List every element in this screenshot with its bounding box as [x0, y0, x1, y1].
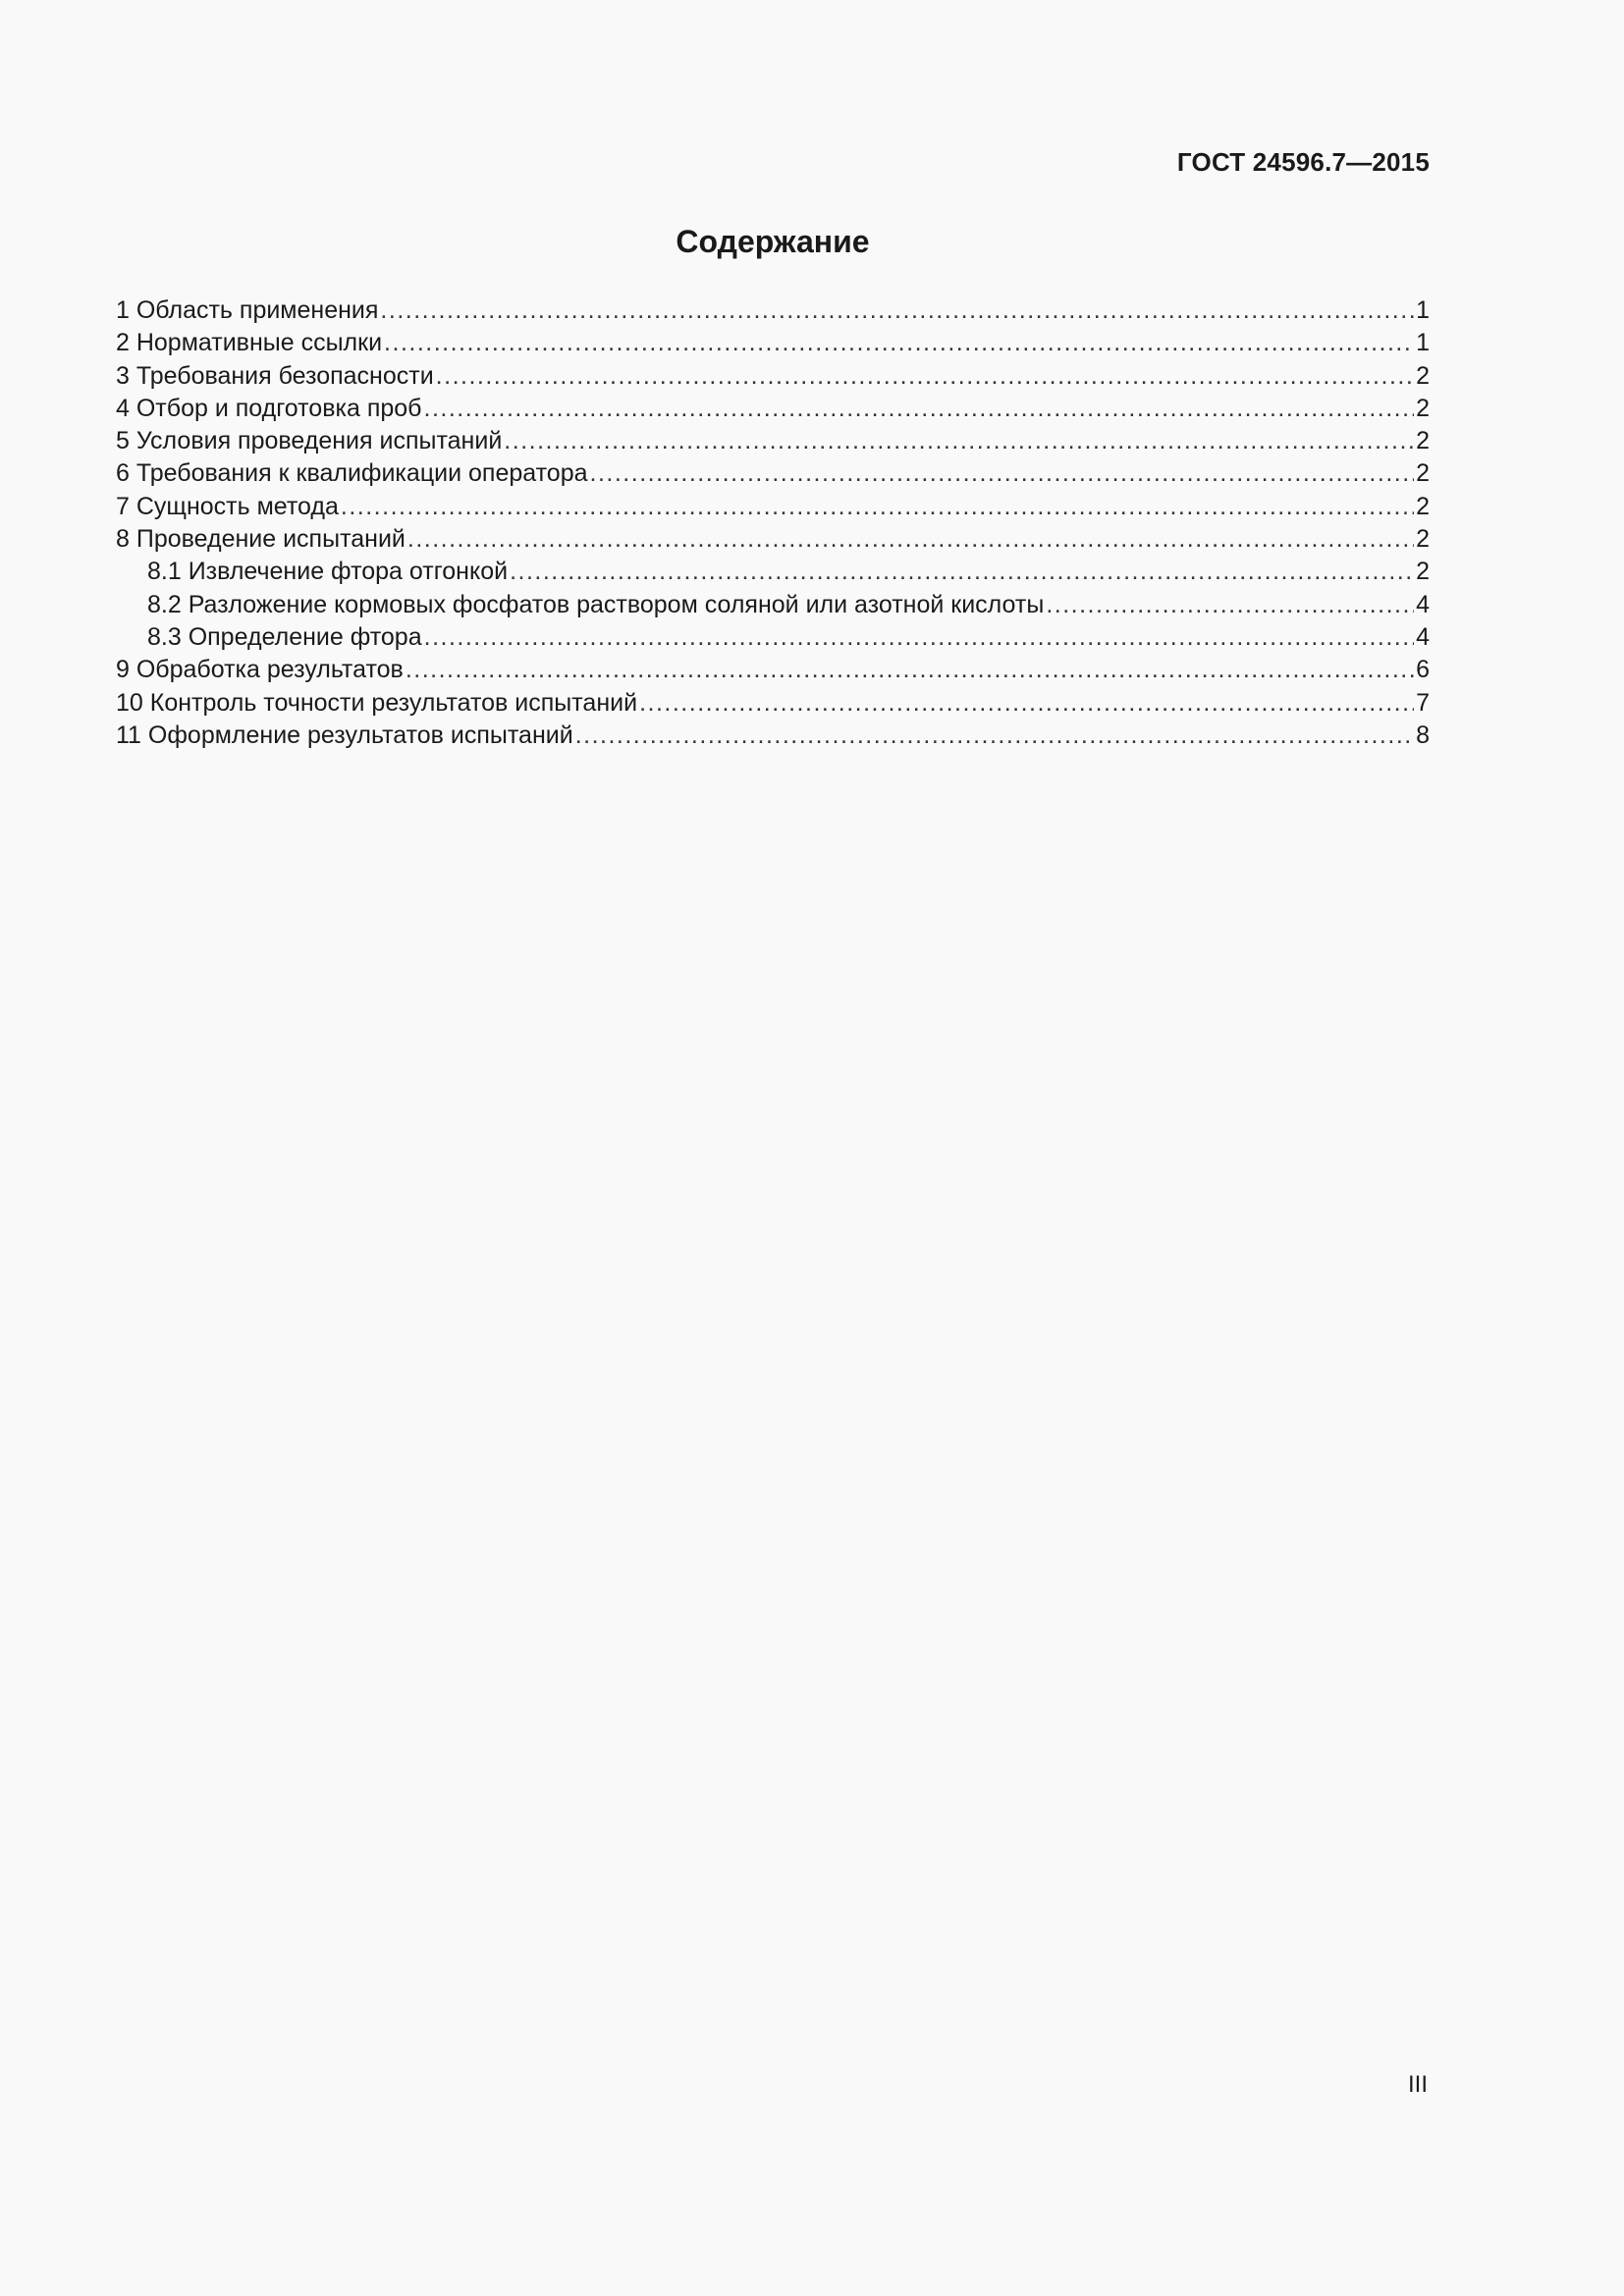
toc-entry-label: 8.2 Разложение кормовых фосфатов раствором соляной или азотной кислоты — [147, 590, 1045, 618]
toc-entry-page: 2 — [1416, 459, 1430, 488]
toc-entry-page: 2 — [1416, 558, 1430, 586]
toc-entry-page: 4 — [1416, 590, 1430, 618]
toc-entry-page: 2 — [1416, 492, 1430, 520]
toc-entry-10[interactable] — [116, 687, 1430, 720]
toc-entry-page: 8 — [1416, 721, 1430, 749]
toc-entry-label: 7 Сущность метода — [116, 492, 339, 520]
page-number: III — [1407, 2071, 1428, 2098]
toc-entry-page: 1 — [1416, 329, 1430, 357]
toc-entry-label: 10 Контроль точности результатов испытаний — [116, 688, 638, 717]
toc-leader-dots — [380, 294, 1414, 327]
toc-entry-label: 8 Проведение испытаний — [116, 525, 406, 554]
toc-entry-3[interactable] — [116, 360, 1430, 393]
toc-leader-dots — [407, 523, 1414, 556]
document-code: ГОСТ 24596.7—2015 — [1176, 147, 1430, 177]
toc-entry-label: 1 Область применения — [116, 296, 379, 324]
toc-entry-8-2[interactable] — [116, 589, 1430, 621]
toc-leader-dots — [590, 457, 1414, 490]
toc-entry-label: 9 Обработка результатов — [116, 656, 404, 684]
table-of-contents — [116, 294, 1430, 752]
toc-leader-dots — [436, 360, 1414, 393]
toc-leader-dots — [384, 327, 1414, 359]
toc-entry-label: 3 Требования безопасности — [116, 361, 434, 390]
toc-entry-page: 2 — [1416, 427, 1430, 455]
toc-entry-page: 7 — [1416, 688, 1430, 717]
toc-leader-dots — [424, 621, 1414, 654]
toc-entry-label: 6 Требования к квалификации оператора — [116, 459, 588, 488]
toc-entry-label: 11 Оформление результатов испытаний — [116, 721, 573, 749]
toc-leader-dots — [504, 425, 1414, 457]
toc-entry-9[interactable] — [116, 654, 1430, 686]
toc-leader-dots — [575, 720, 1414, 752]
page-title: Содержание — [676, 224, 870, 259]
toc-entry-page: 6 — [1416, 656, 1430, 684]
toc-entry-label: 5 Условия проведения испытаний — [116, 427, 503, 455]
toc-entry-7[interactable] — [116, 491, 1430, 523]
toc-leader-dots — [510, 556, 1414, 588]
toc-leader-dots — [424, 393, 1415, 425]
toc-leader-dots — [406, 654, 1414, 686]
toc-entry-11[interactable] — [116, 720, 1430, 752]
toc-entry-8-1[interactable] — [116, 556, 1430, 588]
toc-entry-5[interactable] — [116, 425, 1430, 457]
toc-entry-8-3[interactable] — [116, 621, 1430, 654]
toc-entry-1[interactable] — [116, 294, 1430, 327]
toc-leader-dots — [639, 687, 1414, 720]
toc-leader-dots — [341, 491, 1414, 523]
toc-entry-page: 4 — [1416, 622, 1430, 651]
toc-entry-6[interactable] — [116, 457, 1430, 490]
toc-entry-label: 8.1 Извлечение фтора отгонкой — [147, 558, 509, 586]
toc-entry-label: 8.3 Определение фтора — [147, 622, 422, 651]
toc-entry-4[interactable] — [116, 393, 1430, 425]
toc-entry-page: 2 — [1416, 361, 1430, 390]
toc-entry-label: 2 Нормативные ссылки — [116, 329, 383, 357]
toc-entry-label: 4 Отбор и подготовка проб — [116, 394, 422, 422]
toc-leader-dots — [1046, 589, 1414, 621]
toc-entry-2[interactable] — [116, 327, 1430, 359]
toc-entry-page: 2 — [1416, 525, 1430, 554]
toc-entry-page: 2 — [1416, 394, 1430, 422]
toc-entry-8[interactable] — [116, 523, 1430, 556]
toc-entry-page: 1 — [1416, 296, 1430, 324]
